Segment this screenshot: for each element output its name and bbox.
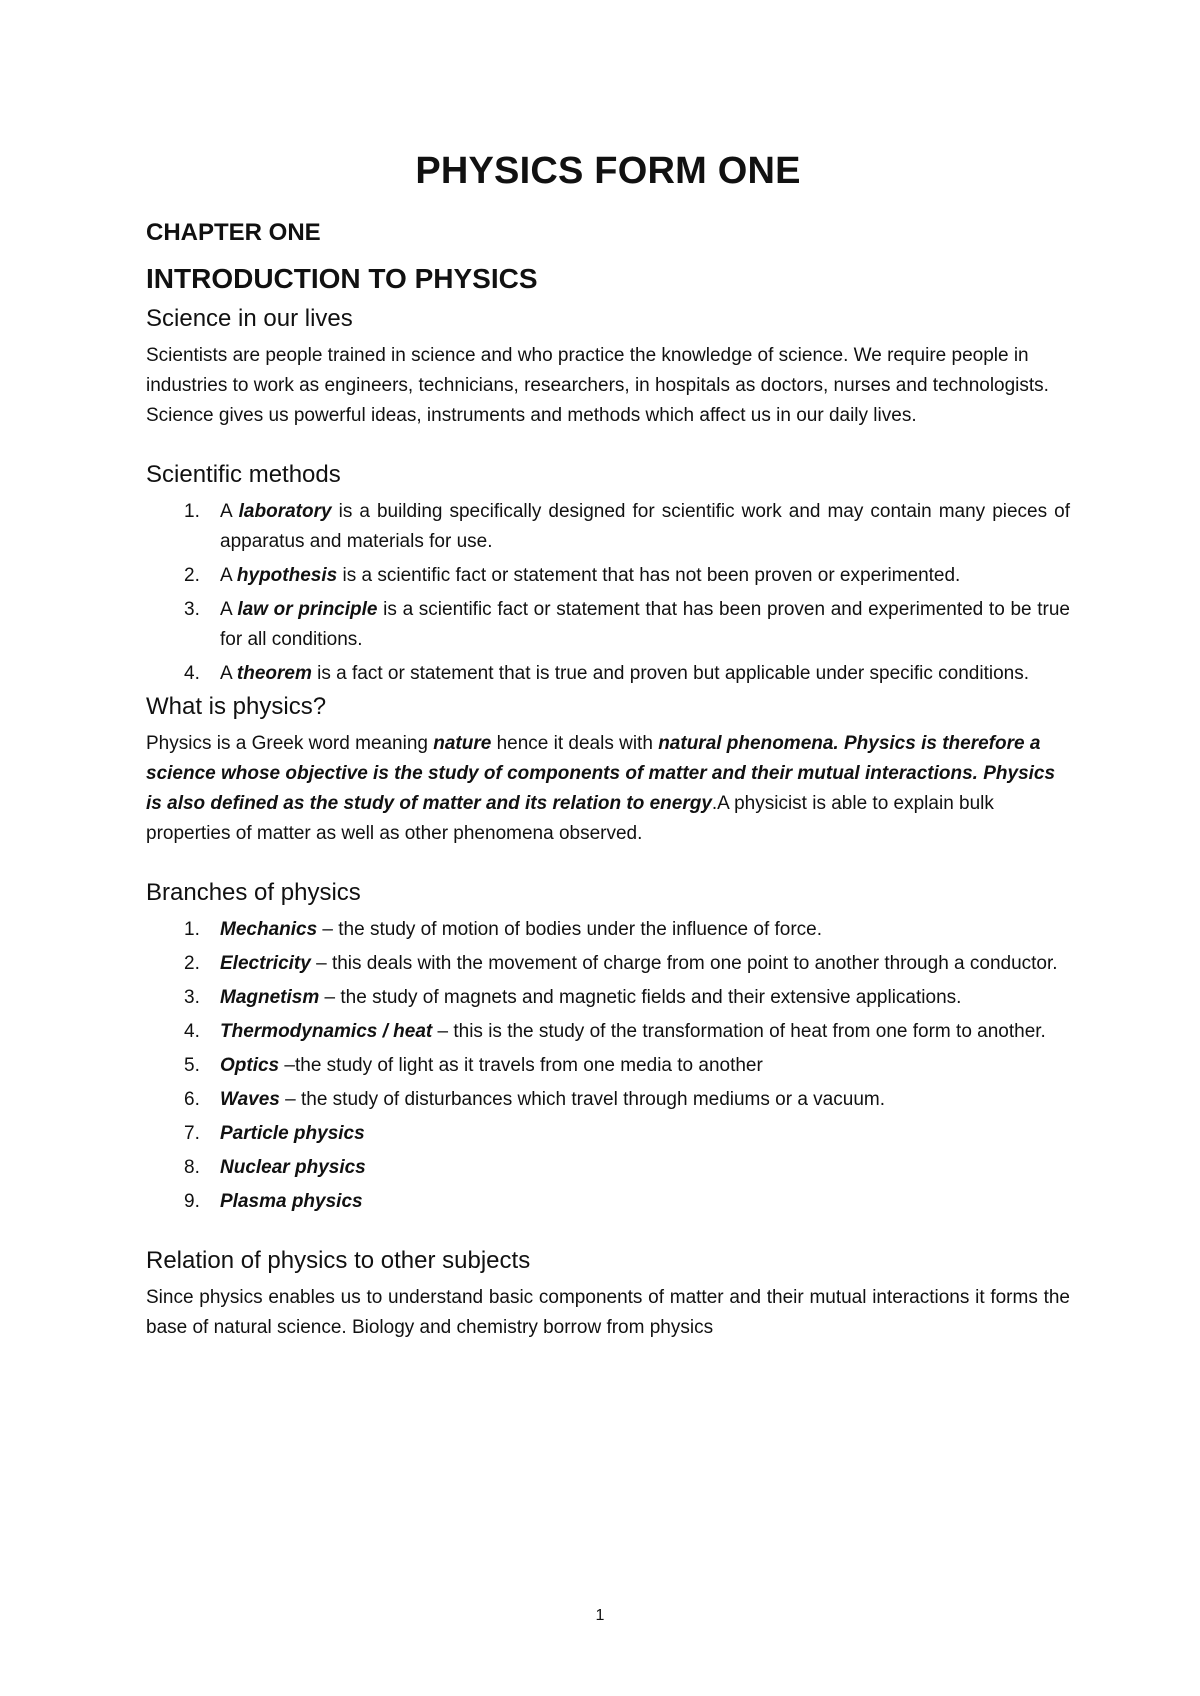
page-number: 1 — [595, 1607, 605, 1624]
list-item: 2. A hypothesis is a scientific fact or statement that has not been proven or experimented. — [184, 565, 961, 586]
section-heading-science-in-our-lives: Science in our lives — [146, 305, 353, 332]
list-item: 9. Plasma physics — [184, 1191, 363, 1212]
page-content — [146, 150, 1070, 1343]
relation-paragraph: Since physics enables us to understand basic components of matter and their mutual interactions it forms the base of natural science. Biology and chemistry borrow from physics — [146, 1287, 1070, 1338]
list-item: 3. Magnetism – the study of magnets and magnetic fields and their extensive applications. — [184, 987, 962, 1008]
list-item: 5. Optics –the study of light as it travels from one media to another — [184, 1055, 763, 1076]
science-in-our-lives-paragraph: Scientists are people trained in science and who practice the knowledge of science. We require people in industries to work as engineers, technicians, researchers, in hospitals as doctors, nurses and technologists. Science gives us powerful ideas, instruments and methods which affect us in our daily lives. — [146, 345, 1049, 426]
section-heading-relation-of-physics: Relation of physics to other subjects — [146, 1247, 531, 1274]
list-item: 7. Particle physics — [184, 1123, 365, 1144]
list-item: 4. Thermodynamics / heat – this is the study of the transformation of heat from one form to another. — [184, 1021, 1046, 1042]
section-heading-branches-of-physics: Branches of physics — [146, 879, 361, 906]
list-item: 4. A theorem is a fact or statement that is true and proven but applicable under specific conditions. — [184, 663, 1030, 684]
list-item: 3. A law or principle is a scientific fact or statement that has been proven and experimented to be true for all conditions. — [184, 599, 1070, 650]
list-item: 6. Waves – the study of disturbances which travel through mediums or a vacuum. — [184, 1089, 885, 1110]
scientific-methods-list — [146, 497, 1070, 689]
list-item: 8. Nuclear physics — [184, 1157, 366, 1178]
list-item: 2. Electricity – this deals with the movement of charge from one point to another through a conductor. — [184, 953, 1058, 974]
list-item: 1. Mechanics – the study of motion of bodies under the influence of force. — [184, 919, 823, 940]
branches-list — [146, 915, 1070, 1217]
what-is-physics-paragraph: Physics is a Greek word meaning nature hence it deals with natural phenomena. Physics is therefore a science whose objective is the study of components of matter and their mutual interactions. Physics is also defined as the study of matter and its relation to energy.A physicist is able to explain bulk properties of matter as well as other phenomena observed. — [146, 733, 1056, 844]
intro-heading: INTRODUCTION TO PHYSICS — [146, 263, 538, 294]
document-title: PHYSICS FORM ONE — [415, 150, 801, 192]
section-heading-scientific-methods: Scientific methods — [146, 461, 341, 488]
chapter-heading: CHAPTER ONE — [146, 219, 321, 246]
list-item: 1. A laboratory is a building specifically designed for scientific work and may contain many pieces of apparatus and materials for use. — [184, 501, 1070, 552]
section-heading-what-is-physics: What is physics? — [146, 693, 327, 720]
